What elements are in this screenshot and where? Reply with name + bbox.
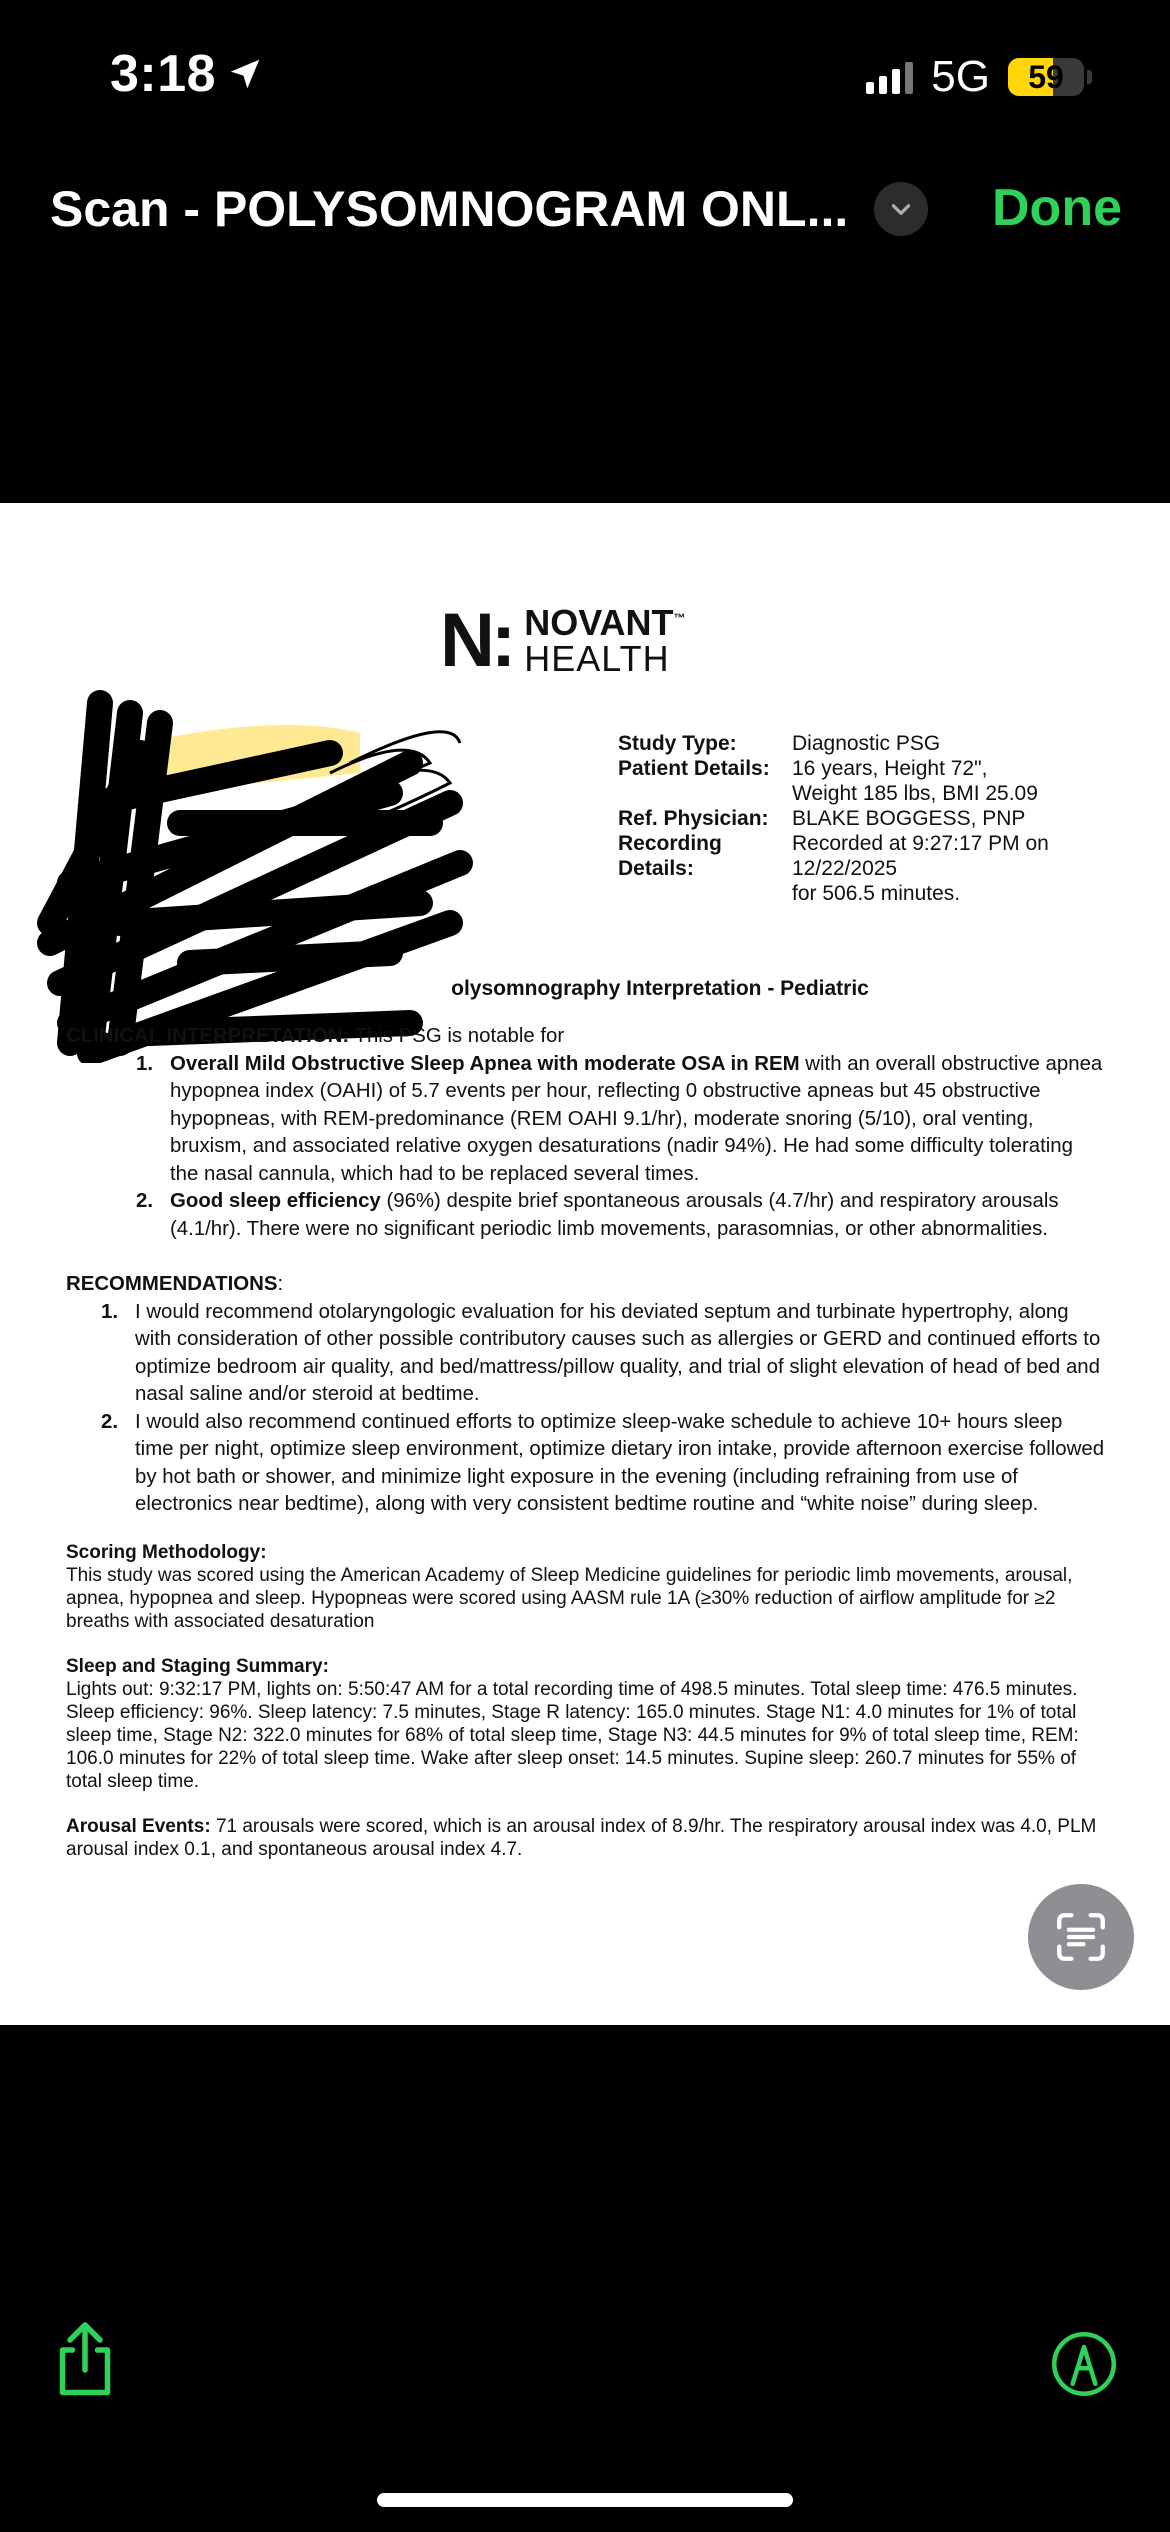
item-text: with an overall obstructive apnea hypopnea index (OAHI) of 5.7 events per hour, reflecting 0 obstructive apneas but 45 obstructive hypopneas, with REM-predominance (REM OAHI 9.1/hr), moderate snoring (5/10), oral venting, bruxism, and associated relative oxygen desaturations (nadir 94%). He had some difficulty tolerating the nasal cannula, which had to be replaced several times. — [170, 1052, 1103, 1185]
detail-value: Weight 185 lbs, BMI 25.09 — [792, 782, 1038, 805]
list-item — [66, 1409, 1106, 1519]
logo-line-1: NOVANT — [524, 602, 674, 643]
staging-label: Sleep and Staging Summary: — [66, 1655, 329, 1677]
detail-value: 12/22/2025 — [792, 857, 898, 880]
detail-label: Details: — [618, 857, 694, 880]
chevron-down-icon — [888, 196, 914, 222]
status-bar — [0, 0, 1170, 150]
arousal-events — [66, 1815, 1106, 1861]
staging-summary — [66, 1655, 1106, 1793]
detail-value: Recorded at 9:27:17 PM on — [792, 832, 1049, 855]
detail-row — [618, 856, 1092, 881]
item-text: I would also recommend continued efforts to optimize sleep-wake schedule to achieve 10+ hours sleep time per night, optimize sleep environment, optimize dietary iron intake, provide afternoon exercise followed by hot bath or shower, and minimize light exposure in the evening (including refraining from use of electronics near bedtime), along with very consistent bedtime routine and “white noise” during sleep. — [135, 1410, 1105, 1515]
item-number: 1. — [101, 1300, 119, 1323]
recommendations-label: RECOMMENDATIONS — [66, 1273, 278, 1295]
clinical-interpretation — [66, 1023, 1106, 1051]
recommendations-colon: : — [277, 1273, 284, 1295]
network-type: 5G — [931, 52, 990, 101]
share-button[interactable] — [50, 2320, 120, 2400]
home-indicator — [377, 2493, 793, 2507]
scanned-document[interactable] — [0, 503, 1170, 2025]
logo-line-2: HEALTH — [524, 638, 670, 679]
detail-row — [618, 881, 1092, 906]
status-indicators — [866, 52, 1092, 102]
item-title: Good sleep efficiency — [170, 1190, 381, 1212]
detail-row — [618, 756, 1092, 781]
detail-label: Patient Details: — [618, 757, 770, 780]
item-number: 2. — [101, 1410, 119, 1433]
detail-label: Recording — [618, 832, 722, 855]
cellular-signal-icon — [866, 60, 913, 94]
arousal-text: 71 arousals were scored, which is an arousal index of 8.9/hr. The respiratory arousal index was 4.0, PLM arousal index 0.1, and spontaneous arousal index 4.7. — [66, 1815, 1097, 1860]
status-time-label: 3:18 — [110, 45, 217, 103]
status-time — [110, 44, 264, 104]
recommendations-list — [66, 1299, 1106, 1519]
title-menu-button[interactable] — [874, 182, 928, 236]
navigation-bar — [0, 160, 1170, 270]
detail-row — [618, 781, 1092, 806]
live-text-icon — [1052, 1908, 1110, 1966]
clinical-intro: This PSG is notable for — [354, 1025, 565, 1047]
done-button[interactable]: Done — [992, 179, 1122, 237]
scoring-label: Scoring Methodology: — [66, 1541, 267, 1563]
battery-level: 59 — [1028, 58, 1064, 95]
detail-value: for 506.5 minutes. — [792, 882, 961, 905]
live-text-button[interactable] — [1028, 1884, 1134, 1990]
staging-text: Lights out: 9:32:17 PM, lights on: 5:50:47 AM for a total recording time of 498.5 minutes. Total sleep time: 476.5 minutes. Sleep efficiency: 96%. Sleep latency: 7.5 minutes, Stage R latency: 165.0 minutes. Stage N1: 4.0 minutes for 1% of total sleep time, Stage N2: 322.0 minutes for 68% of total sleep time, Stage N3: 44.5 minutes for 9% of total sleep time, REM: 106.0 minutes for 22% of total sleep time. Wake after sleep onset: 14.5 minutes. Supine sleep: 260.7 minutes for 55% of total sleep time. — [66, 1678, 1079, 1792]
item-text: (96%) despite brief spontaneous arousals (4.7/hr) and respiratory arousals (4.1/hr). There were no significant periodic limb movements, parasomnias, or other abnormalities. — [170, 1190, 1059, 1240]
scoring-text: This study was scored using the American Academy of Sleep Medicine guidelines for periodic limb movements, arousal, apnea, hypopnea and sleep. Hypopneas were scored using AASM rule 1A (≥30% reduction of airflow amplitude for ≥2 breaths with associated desaturation — [66, 1564, 1073, 1632]
report-body — [66, 1023, 1106, 1861]
clinical-label: CLINICAL INTERPRETATION: — [66, 1025, 350, 1047]
item-number: 2. — [136, 1190, 154, 1212]
detail-label: Study Type: — [618, 732, 737, 755]
markup-icon — [1050, 2330, 1118, 2398]
study-details — [618, 731, 1092, 906]
logo-trademark: ™ — [673, 611, 686, 625]
report-heading: olysomnography Interpretation - Pediatric — [451, 977, 869, 1000]
battery-icon — [1008, 58, 1084, 96]
detail-row — [618, 806, 1092, 831]
list-item — [66, 1299, 1106, 1409]
detail-value: BLAKE BOGGESS, PNP — [792, 807, 1026, 830]
scoring-methodology — [66, 1541, 1106, 1633]
item-text: I would recommend otolaryngologic evaluation for his deviated septum and turbinate hypertrophy, along with consideration of other possible contributory causes such as allergies or GERD and continued efforts to optimize bedroom air quality, and bed/mattress/pillow quality, and trial of slight elevation of head of bed and nasal saline and/or steroid at bedtime. — [135, 1300, 1101, 1405]
detail-label: Ref. Physician: — [618, 807, 769, 830]
location-arrow-icon — [226, 55, 264, 93]
arousal-label: Arousal Events: — [66, 1815, 211, 1837]
share-icon — [50, 2320, 120, 2400]
detail-row — [618, 731, 1092, 756]
item-number: 1. — [136, 1052, 154, 1075]
list-item — [66, 1051, 1106, 1189]
logo-mark: N: — [440, 598, 513, 683]
item-title: Overall Mild Obstructive Sleep Apnea with moderate OSA in REM — [170, 1052, 800, 1075]
list-item — [66, 1188, 1106, 1243]
recommendations — [66, 1271, 1106, 1299]
detail-row — [618, 831, 1092, 856]
document-title[interactable]: Scan - POLYSOMNOGRAM ONL... — [50, 181, 849, 237]
interpretation-list — [66, 1051, 1106, 1244]
markup-button[interactable] — [1050, 2330, 1118, 2398]
detail-value: 16 years, Height 72", — [792, 757, 988, 780]
detail-value: Diagnostic PSG — [792, 732, 941, 755]
